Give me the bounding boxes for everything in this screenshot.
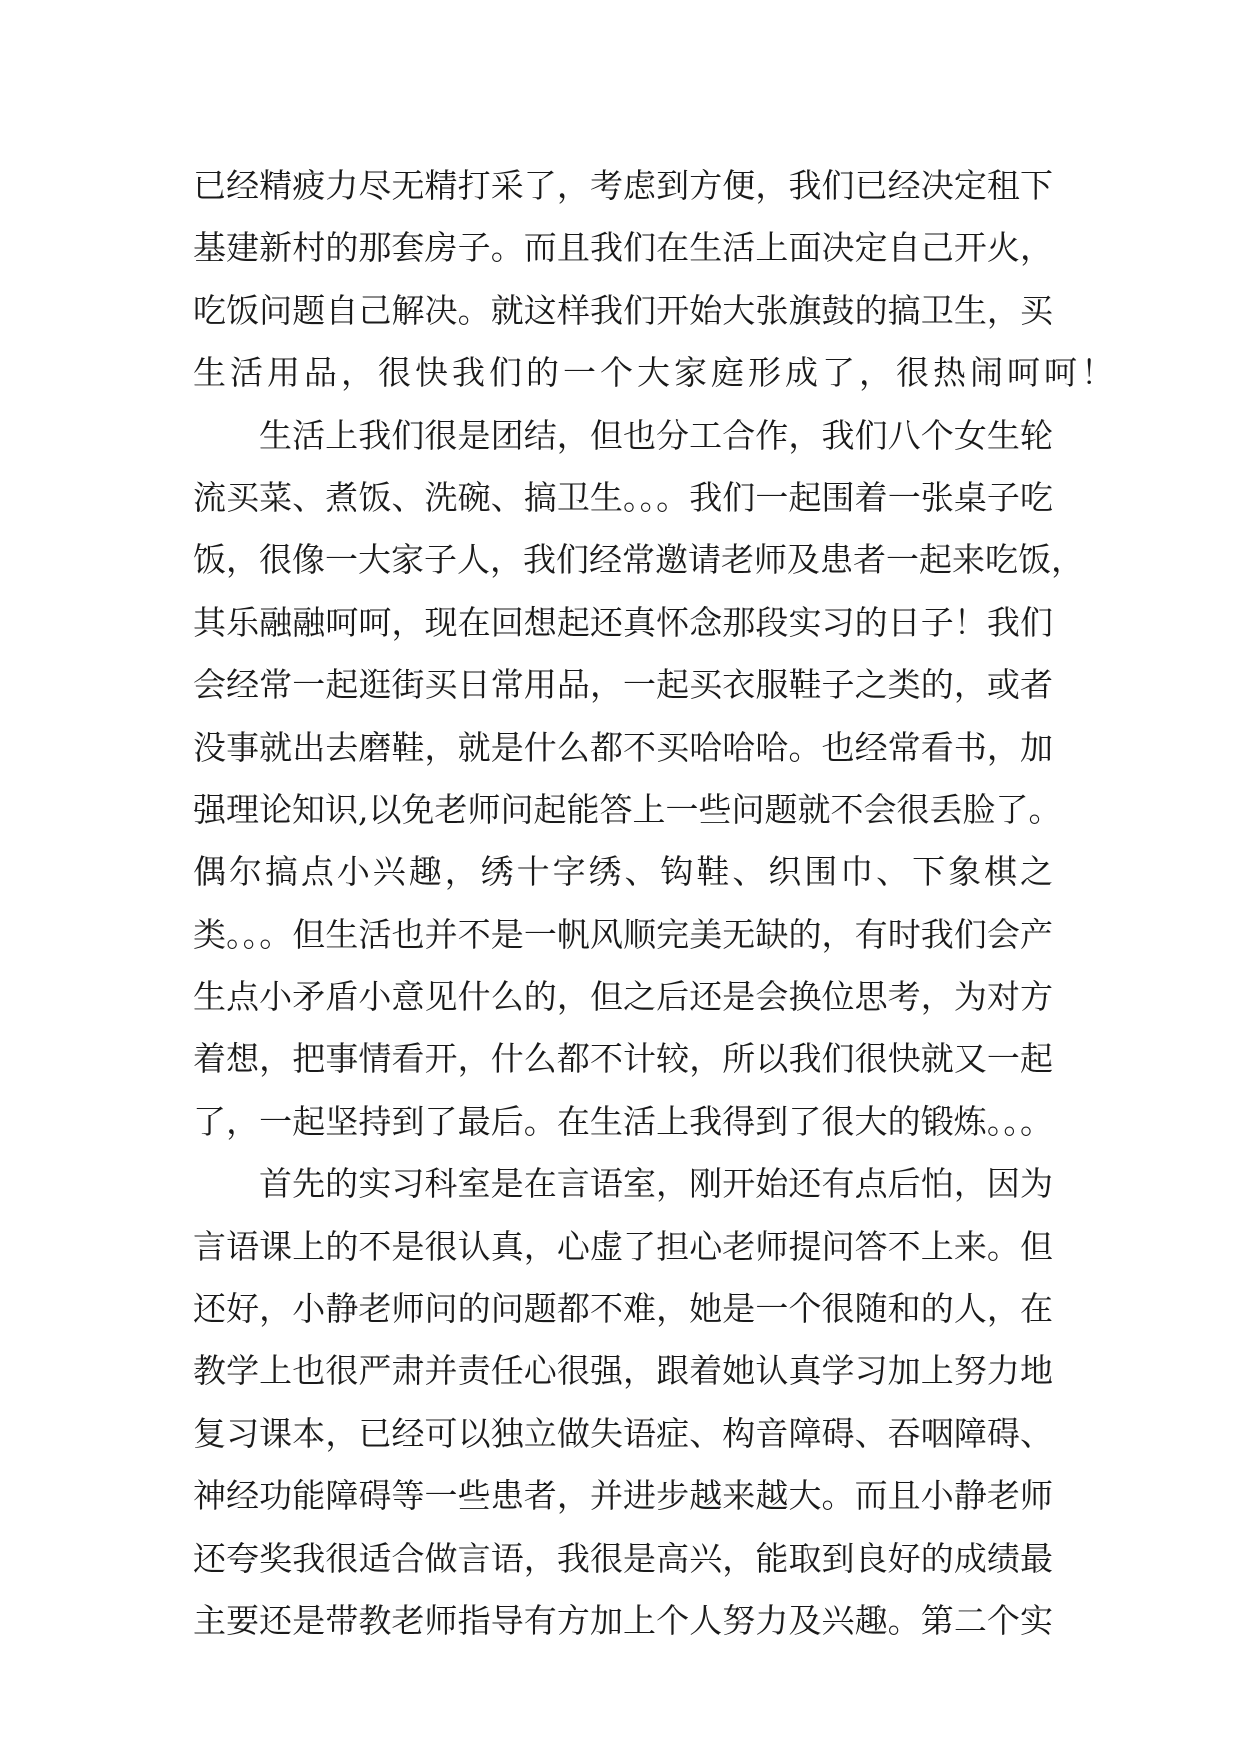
paragraph-start-line: 首先的实习科室是在言语室，刚开始还有点后怕，因为 [259, 1164, 1053, 1204]
text-line: 教学上也很严肃并责任心很强，跟着她认真学习加上努力地 [193, 1351, 1053, 1391]
paragraph-start-line: 生活上我们很是团结，但也分工合作，我们八个女生轮 [259, 415, 1053, 455]
text-line: 类。。。但生活也并不是一帆风顺完美无缺的，有时我们会产 [193, 914, 1053, 954]
text-line: 神经功能障碍等一些患者，并进步越来越大。而且小静老师 [193, 1476, 1053, 1516]
text-line: 没事就出去磨鞋，就是什么都不买哈哈哈。也经常看书，加 [193, 727, 1053, 767]
text-line: 言语课上的不是很认真，心虚了担心老师提问答不上来。但 [193, 1226, 1053, 1266]
text-line: 还夸奖我很适合做言语，我很是高兴，能取到良好的成绩最 [193, 1538, 1053, 1578]
text-line: 生点小矛盾小意见什么的，但之后还是会换位思考，为对方 [193, 977, 1053, 1017]
text-line: 基建新村的那套房子。而且我们在生活上面决定自己开火， [193, 228, 1053, 268]
text-line: 吃饭问题自己解决。就这样我们开始大张旗鼓的搞卫生，买 [193, 290, 1053, 330]
text-line: 生活用品，很快我们的一个大家庭形成了，很热闹呵呵！ [193, 353, 1118, 393]
text-line: 强理论知识,以免老师问起能答上一些问题就不会很丢脸了。 [193, 789, 1062, 829]
text-line: 主要还是带教老师指导有方加上个人努力及兴趣。第二个实 [193, 1600, 1053, 1640]
text-line: 其乐融融呵呵，现在回想起还真怀念那段实习的日子！我们 [193, 602, 1053, 642]
text-line: 复习课本，已经可以独立做失语症、构音障碍、吞咽障碍、 [193, 1413, 1053, 1453]
body-text [193, 155, 1118, 1652]
text-line: 了，一起坚持到了最后。在生活上我得到了很大的锻炼。。。 [193, 1101, 1053, 1141]
text-line: 饭，很像一大家子人，我们经常邀请老师及患者一起来吃饭， [193, 540, 1084, 580]
text-line: 偶尔搞点小兴趣，绣十字绣、钩鞋、织围巾、下象棋之 [193, 852, 1053, 892]
text-line: 会经常一起逛街买日常用品，一起买衣服鞋子之类的，或者 [193, 665, 1053, 705]
text-line: 已经精疲力尽无精打采了，考虑到方便，我们已经决定租下 [193, 166, 1053, 205]
text-line: 流买菜、煮饭、洗碗、搞卫生。。。我们一起围着一张桌子吃 [193, 477, 1053, 517]
text-line: 着想，把事情看开，什么都不计较，所以我们很快就又一起 [193, 1039, 1053, 1079]
text-line: 还好，小静老师问的问题都不难，她是一个很随和的人，在 [193, 1289, 1053, 1329]
